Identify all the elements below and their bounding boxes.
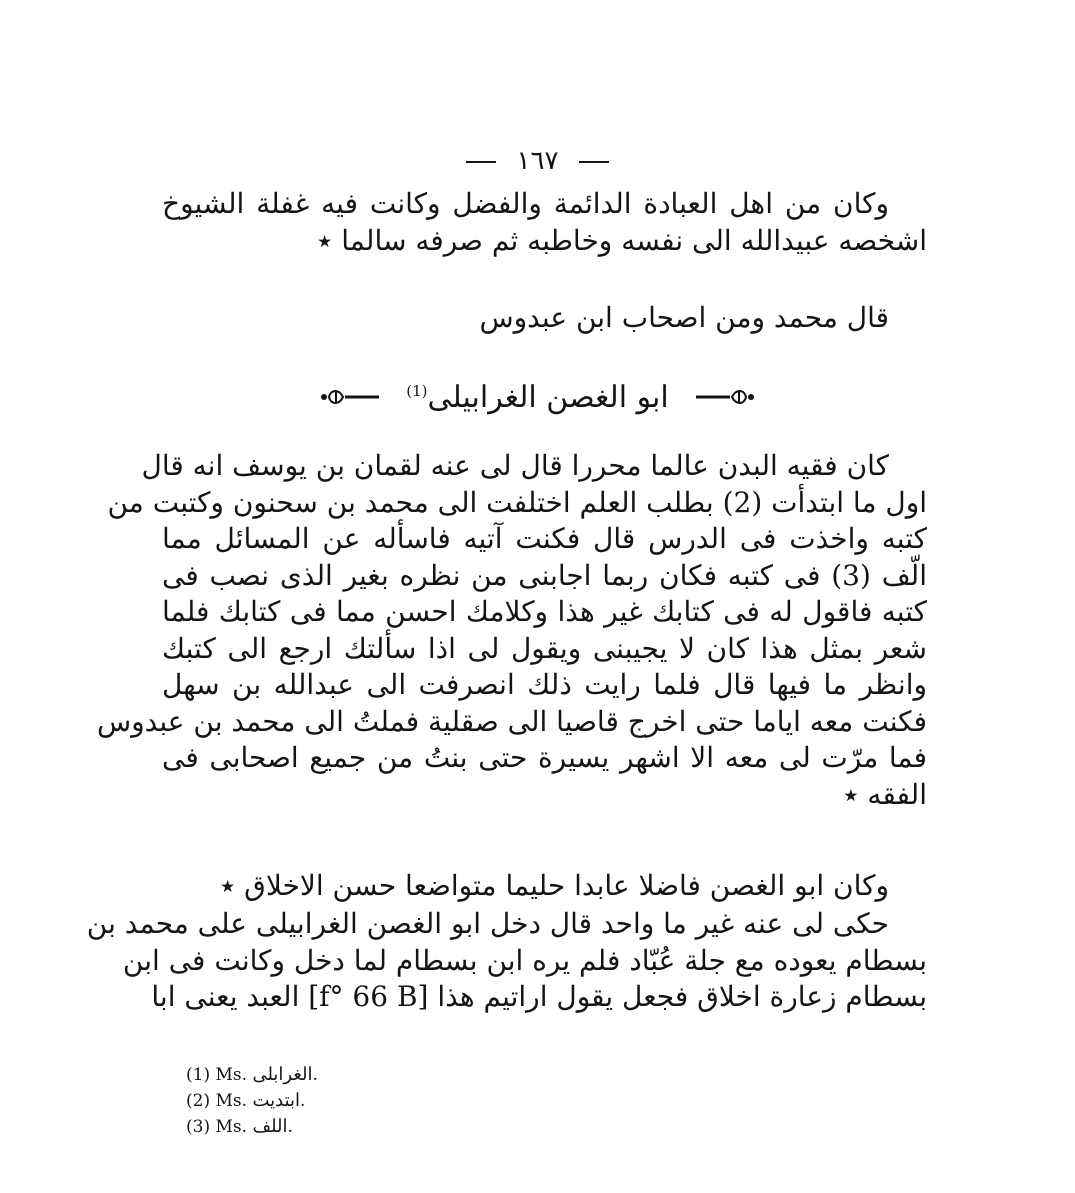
top-paragraph: [162, 186, 927, 259]
text-line: حكى لى عنه غير ما واحد قال دخل ابو الغصن الغرابيلى على محمد بن: [86, 907, 889, 940]
footnote-2: [186, 1088, 586, 1114]
page-number-dash-left: [579, 161, 609, 163]
page-number-text: ١٦٧: [516, 146, 559, 176]
final-paragraph: [86, 906, 927, 1016]
footnote-end: .: [312, 1065, 318, 1085]
text-line: وكان من اهل العبادة الدائمة والفضل وكانت فيه غفلة الشيوخ: [162, 187, 889, 220]
heading-title: [406, 380, 669, 415]
text-line: كتبه فاقول له فى كتابك غير هذا وكلامك احسن مما فى كتابك فلما: [162, 595, 927, 628]
footnote-number: (1): [186, 1065, 211, 1085]
page-number: [0, 146, 1075, 176]
text-line: بسطام يعوده مع جلة عُبّاد فلم يره ابن بسطام لما دخل وكانت فى ابن: [122, 943, 927, 977]
section-heading: [0, 378, 1075, 415]
footnote-arabic: ابتديت: [252, 1090, 301, 1111]
companions-line: [162, 300, 927, 337]
footnote-arabic: اللف: [252, 1116, 288, 1137]
text-line: شعر بمثل هذا كان لا يجيبنى ويقول لى اذا سألتك ارجع الى كتبك: [162, 631, 927, 665]
text-line: فكنت معه اياما حتى اخرج قاصيا الى صقلية فملتُ الى محمد بن عبدوس: [96, 704, 927, 738]
heading-note-ref: (1): [406, 381, 428, 400]
footnote-arabic: الغرابلى: [252, 1064, 313, 1085]
virtue-line: [162, 868, 927, 905]
text-line: وكان ابو الغصن فاضلا عابدا حليما متواضعا حسن الاخلاق ٭: [219, 869, 889, 902]
text-line: اول ما ابتدأت (2) بطلب العلم اختلفت الى محمد بن سحنون وكتبت من: [107, 485, 927, 519]
text-line: الفقه ٭: [843, 777, 927, 811]
footnote-ms: Ms.: [215, 1091, 248, 1111]
text-line: وانظر ما فيها قال فلما رايت ذلك انصرفت الى عبدالله بن سهل: [162, 668, 927, 701]
page-number-dash-right: [466, 161, 496, 163]
text-line: اشخصه عبيدالله الى نفسه وخاطبه ثم صرفه سالما ٭: [317, 223, 927, 257]
footnote-end: .: [300, 1091, 306, 1111]
footnote-ms: Ms.: [215, 1065, 248, 1085]
text-line: فما مرّت لى معه الا اشهر يسيرة حتى بنتُ من جميع اصحابى فى: [162, 741, 927, 774]
footnote-number: (2): [186, 1091, 211, 1111]
footnote-number: (3): [186, 1117, 211, 1137]
footnote-ms: Ms.: [215, 1117, 248, 1137]
heading-title-text: ابو الغصن الغرابيلى: [427, 379, 669, 415]
footnote-end: .: [287, 1117, 293, 1137]
text-line: كتبه واخذت فى الدرس قال فكنت آتيه فاسأله عن المسائل مما: [162, 522, 927, 555]
text-line: كان فقيه البدن عالما محررا قال لى عنه لقمان بن يوسف انه قال: [141, 449, 889, 482]
footnotes: [186, 1062, 586, 1140]
text-line: بسطام زعارة اخلاق فجعل يقول اراتيم هذا [f° 66 B] العبد يعنى ابا: [151, 980, 927, 1013]
footnote-3: [186, 1114, 586, 1140]
ornament-right-icon: [317, 387, 379, 407]
text-line: الّف (3) فى كتبه فكان ربما اجابنى من نظره بغير الذى نصب فى: [162, 558, 927, 592]
footnote-1: [186, 1062, 586, 1088]
main-paragraph: [96, 448, 927, 813]
ornament-left-icon: [696, 387, 758, 407]
text-line: قال محمد ومن اصحاب ابن عبدوس: [479, 301, 889, 334]
